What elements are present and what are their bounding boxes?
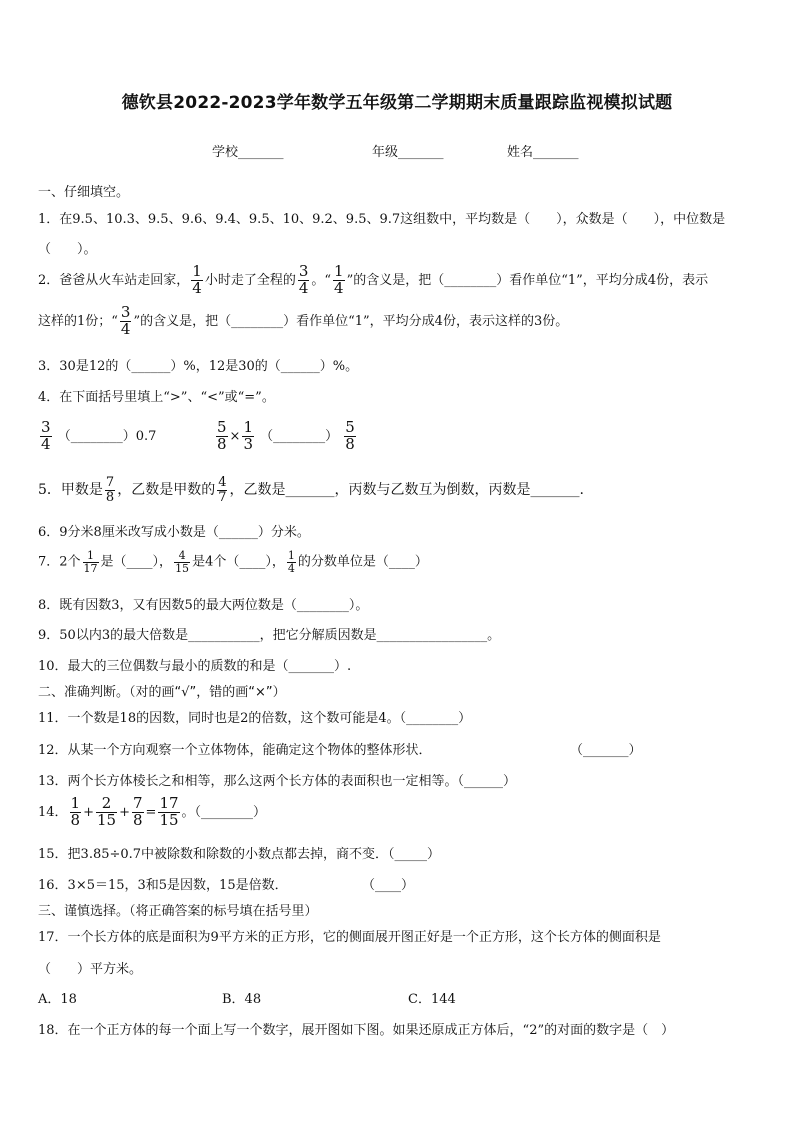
fraction: $\frac{3}{4}$ xyxy=(41,418,51,453)
grade-field: 年级_______ xyxy=(372,145,444,160)
fraction: $\frac{1}{3}$ xyxy=(243,418,253,453)
section-3-heading: 三、谨慎选择。（将正确答案的标号填在括号里） xyxy=(38,904,318,919)
page-title: 德钦县2022-2023学年数学五年级第二学期期末质量跟踪监视模拟试题 xyxy=(121,93,673,113)
question-9: 9．50以内3的最大倍数是___________，把它分解质因数是_________________。 xyxy=(38,628,501,643)
name-field: 姓名_______ xyxy=(507,145,579,160)
fraction: $\frac{1}{4}$ xyxy=(192,262,202,297)
fraction: $\frac{1}{4}$ xyxy=(334,262,344,297)
question-3: 3．30是12的（______）%，12是30的（______）%。 xyxy=(38,359,359,374)
section-1-heading: 一、仔细填空。 xyxy=(38,185,130,200)
question-16-blank: （____） xyxy=(362,878,415,893)
question-5: 5．甲数是 $\frac{7}{8}$ ，乙数是甲数的 $\frac{4}{7}$ ，乙数是_______，丙数与乙数互为倒数，丙数是_______. xyxy=(38,475,584,505)
section-2-heading: 二、准确判断。（对的画“√”，错的画“×”） xyxy=(38,685,286,700)
option-a: A．18 xyxy=(38,992,77,1007)
option-c: C．144 xyxy=(408,992,456,1007)
fraction: $\frac{5}{8}$ xyxy=(345,418,355,453)
question-1-line-2: （ ）。 xyxy=(38,242,97,257)
question-10: 10．最大的三位偶数与最小的质数的和是（_______）. xyxy=(38,659,352,674)
question-6: 6．9分米8厘米改写成小数是（______）分米。 xyxy=(38,525,310,540)
question-8: 8．既有因数3，又有因数5的最大两位数是（________）。 xyxy=(38,598,369,613)
question-18: 18．在一个正方体的每一个面上写一个数字，展开图如下图。如果还原成正方体后，“2”的对面的数字是（ ） xyxy=(38,1023,675,1038)
fraction: $\frac{17}{15}$ xyxy=(159,794,179,829)
fraction: $\frac{5}{8}$ xyxy=(217,418,227,453)
question-14: 14． $\frac{1}{8}$ + $\frac{2}{15}$ + $\frac{7}{8}$ = $\frac{17}{15}$ 。（________） xyxy=(38,794,267,829)
question-13: 13．两个长方体棱长之和相等，那么这两个长方体的表面积也一定相等。（______） xyxy=(38,774,517,789)
question-15: 15．把3.85÷0.7中被除数和除数的小数点都去掉，商不变．（_____） xyxy=(38,847,441,862)
fraction: $\frac{2}{15}$ xyxy=(97,794,117,829)
fraction: $\frac{7}{8}$ xyxy=(133,794,143,829)
question-2-line-1: 2．爸爸从火车站走回家， $\frac{1}{4}$ 小时走了全程的 $\frac{3}{4}$ 。“ $\frac{1}{4}$ ”的含义是，把（________）看作单位“1”，平均分成4份，表示 xyxy=(38,262,709,297)
question-4: 4．在下面括号里填上“>”、“<”或“=”。 xyxy=(38,390,275,405)
question-17-line-1: 17．一个长方体的底是面积为9平方米的正方形，它的侧面展开图正好是一个正方形，这个长方体的侧面积是 xyxy=(38,930,661,945)
question-11: 11．一个数是18的因数，同时也是2的倍数，这个数可能是4。（________） xyxy=(38,711,472,726)
question-17-line-2: （ ）平方米。 xyxy=(38,962,143,977)
question-1-line-1: 1．在9.5、10.3、9.5、9.6、9.4、9.5、10、9.2、9.5、9.7这组数中，平均数是（ ），众数是（ ），中位数是 xyxy=(38,212,726,227)
question-4-compare-b: $\frac{5}{8}$ × $\frac{1}{3}$ （________） $\frac{5}{8}$ xyxy=(217,418,355,453)
fraction: $\frac{7}{8}$ xyxy=(105,475,115,505)
fraction: $\frac{3}{4}$ xyxy=(120,303,131,338)
fraction: $\frac{1}{4}$ xyxy=(287,549,295,575)
school-field: 学校_______ xyxy=(212,145,284,160)
question-12: 12．从某一个方向观察一个立体物体，能确定这个物体的整体形状． xyxy=(38,743,432,758)
fraction: $\frac{1}{17}$ xyxy=(83,549,98,575)
fraction: $\frac{4}{7}$ xyxy=(218,475,227,505)
fraction: $\frac{3}{4}$ xyxy=(298,262,309,297)
fraction: $\frac{1}{8}$ xyxy=(70,794,81,829)
question-2-line-2: 这样的1份；“ $\frac{3}{4}$ ”的含义是，把（________）看作单位“1”，平均分成4份，表示这样的3份。 xyxy=(38,303,569,338)
fraction: $\frac{4}{15}$ xyxy=(175,549,190,575)
question-12-blank: （_______） xyxy=(570,743,642,758)
question-7: 7．2个 $\frac{1}{17}$ 是（____）， $\frac{4}{15}$ 是4个（____）， $\frac{1}{4}$ 的分数单位是（____） xyxy=(38,549,428,575)
question-4-compare-a: $\frac{3}{4}$ （________）0.7 xyxy=(41,418,157,453)
question-16: 16．3×5＝15，3和5是因数，15是倍数． xyxy=(38,878,288,893)
option-b: B．48 xyxy=(222,992,262,1007)
